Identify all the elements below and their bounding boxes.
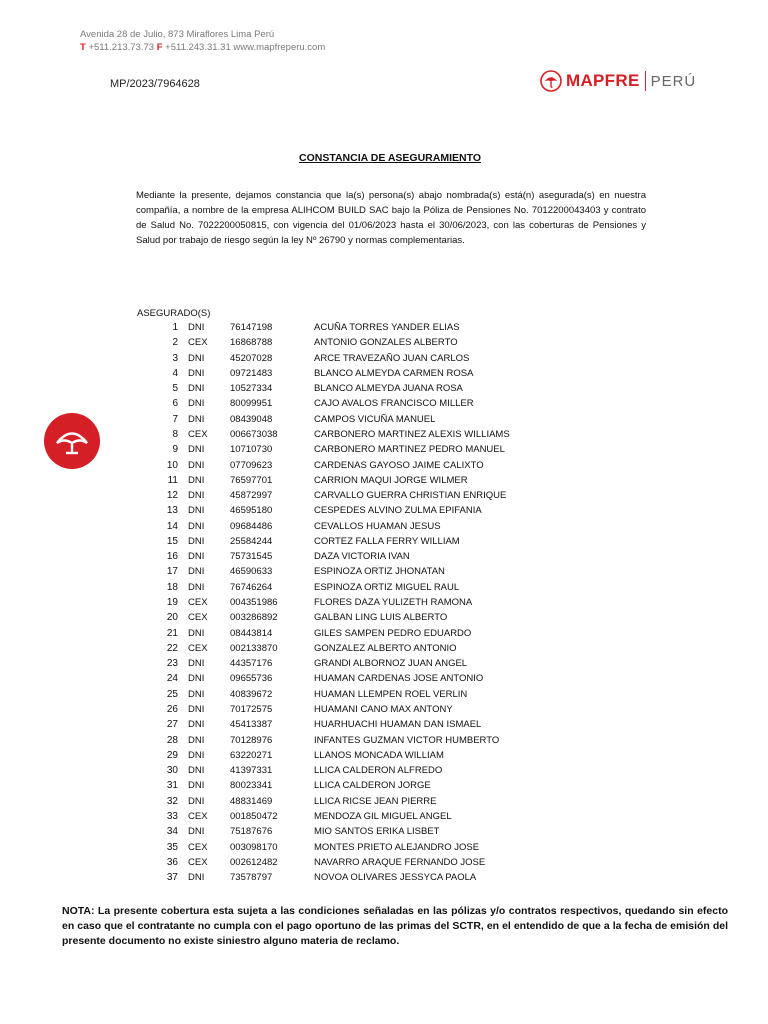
doc-number: 09721483 <box>230 367 273 379</box>
doc-number: 25584244 <box>230 535 273 547</box>
insured-name: GONZALEZ ALBERTO ANTONIO <box>314 642 457 654</box>
insured-name: LLICA CALDERON ALFREDO <box>314 765 443 777</box>
doc-type: DNI <box>188 367 205 379</box>
document-reference: MP/2023/7964628 <box>110 78 200 90</box>
insured-name: BLANCO ALMEYDA CARMEN ROSA <box>314 367 474 379</box>
mapfre-umbrella-icon <box>540 70 562 92</box>
doc-number: 45413387 <box>230 719 273 731</box>
doc-number: 002612482 <box>230 856 278 868</box>
insured-name: MONTES PRIETO ALEJANDRO JOSE <box>314 841 480 853</box>
insured-name: CORTEZ FALLA FERRY WILLIAM <box>314 535 460 547</box>
doc-type: DNI <box>188 673 205 685</box>
doc-number: 41397331 <box>230 765 273 777</box>
row-number: 27 <box>166 719 178 731</box>
doc-type: DNI <box>188 383 205 395</box>
insured-name: CARDENAS GAYOSO JAIME CALIXTO <box>314 459 484 471</box>
doc-type: DNI <box>188 795 205 807</box>
doc-type: CEX <box>188 841 208 853</box>
doc-number: 46590633 <box>230 566 273 578</box>
doc-type: CEX <box>188 856 208 868</box>
row-number: 28 <box>166 734 178 746</box>
insured-name: GALBAN LING LUIS ALBERTO <box>314 612 448 624</box>
insured-name: CARVALLO GUERRA CHRISTIAN ENRIQUE <box>314 490 507 502</box>
doc-type: CEX <box>188 597 208 609</box>
doc-number: 45872997 <box>230 490 273 502</box>
doc-number: 09655736 <box>230 673 273 685</box>
logo-divider <box>645 71 646 91</box>
insured-name: DAZA VICTORIA IVAN <box>314 551 410 563</box>
doc-number: 63220271 <box>230 749 273 761</box>
insured-name: ANTONIO GONZALES ALBERTO <box>314 337 458 349</box>
doc-type: DNI <box>188 658 205 670</box>
doc-number: 76597701 <box>230 474 273 486</box>
insured-name: HUAMAN CARDENAS JOSE ANTONIO <box>314 673 484 685</box>
doc-type: DNI <box>188 688 205 700</box>
insured-name: ACUÑA TORRES YANDER ELIAS <box>314 322 460 333</box>
insured-name: CARRION MAQUI JORGE WILMER <box>314 474 468 486</box>
insured-name: HUAMAN LLEMPEN ROEL VERLIN <box>314 688 468 700</box>
doc-number: 70128976 <box>230 734 273 746</box>
insured-name: MIO SANTOS ERIKA LISBET <box>314 826 440 838</box>
insured-name: ARCE TRAVEZAÑO JUAN CARLOS <box>314 352 470 364</box>
doc-type: DNI <box>188 505 205 517</box>
insured-name: CAJO AVALOS FRANCISCO MILLER <box>314 398 474 410</box>
insured-name: BLANCO ALMEYDA JUANA ROSA <box>314 383 463 395</box>
doc-number: 76746264 <box>230 581 273 593</box>
doc-type: DNI <box>188 780 205 792</box>
doc-type: DNI <box>188 398 205 410</box>
doc-type: DNI <box>188 551 205 563</box>
doc-type: DNI <box>188 719 205 731</box>
phone-label: T <box>80 42 86 53</box>
row-number: 17 <box>166 566 178 578</box>
insured-name: CARBONERO MARTINEZ PEDRO MANUEL <box>314 444 505 456</box>
doc-number: 002133870 <box>230 642 278 654</box>
insured-name: LLICA CALDERON JORGE <box>314 780 431 792</box>
insured-header: ASEGURADO(S) <box>137 308 211 319</box>
doc-type: CEX <box>188 810 208 822</box>
doc-number: 80099951 <box>230 398 273 410</box>
doc-number: 44357176 <box>230 658 273 670</box>
row-number: 37 <box>166 872 178 884</box>
row-number: 30 <box>166 765 178 777</box>
address-line: Avenida 28 de Julio, 873 Miraflores Lima Perú <box>80 29 275 40</box>
doc-number: 003098170 <box>230 841 278 853</box>
row-number: 32 <box>166 795 178 807</box>
doc-number: 80023341 <box>230 780 273 792</box>
row-number: 24 <box>166 673 178 685</box>
doc-number: 10710730 <box>230 444 273 456</box>
doc-type: DNI <box>188 704 205 715</box>
doc-number: 09684486 <box>230 520 273 532</box>
insured-name: NAVARRO ARAQUE FERNANDO JOSE <box>314 856 486 868</box>
row-number: 16 <box>166 551 178 563</box>
doc-number: 45207028 <box>230 352 273 364</box>
insured-name: ESPINOZA ORTIZ MIGUEL RAUL <box>314 581 460 593</box>
phone-number: +511.213.73.73 <box>88 42 155 53</box>
doc-type: DNI <box>188 444 205 456</box>
doc-type: CEX <box>188 642 208 654</box>
doc-type: DNI <box>188 749 205 761</box>
doc-number: 75731545 <box>230 551 273 563</box>
doc-number: 07709623 <box>230 459 273 471</box>
row-number: 21 <box>166 627 178 639</box>
doc-type: DNI <box>188 566 205 578</box>
mapfre-logo <box>540 70 696 92</box>
doc-type: DNI <box>188 352 205 364</box>
doc-type: CEX <box>188 612 208 624</box>
row-number: 1 <box>172 322 178 333</box>
doc-number: 001850472 <box>230 810 278 822</box>
doc-type: CEX <box>188 428 208 440</box>
row-number: 11 <box>167 474 178 486</box>
row-number: 35 <box>166 841 178 853</box>
doc-type: DNI <box>188 872 205 884</box>
insured-name: CARBONERO MARTINEZ ALEXIS WILLIAMS <box>314 428 510 440</box>
row-number: 31 <box>166 780 178 792</box>
insured-name: GILES SAMPEN PEDRO EDUARDO <box>314 627 472 639</box>
row-number: 19 <box>166 597 178 609</box>
doc-type: DNI <box>188 413 205 425</box>
doc-type: DNI <box>188 520 205 532</box>
doc-number: 70172575 <box>230 704 273 715</box>
row-number: 2 <box>172 337 178 349</box>
doc-type: DNI <box>188 535 205 547</box>
row-number: 29 <box>166 749 178 761</box>
document-title: CONSTANCIA DE ASEGURAMIENTO <box>298 152 481 164</box>
doc-number: 40839672 <box>230 688 273 700</box>
row-number: 5 <box>172 383 178 395</box>
doc-number: 08439048 <box>230 413 273 425</box>
row-number: 13 <box>166 505 178 517</box>
nota-paragraph: NOTA: La presente cobertura esta sujeta a las condiciones señaladas en las pólizas y/o contratos respectivos, quedando sin efecto en caso que el contratante no cumpla con el pago oportuno de las primas del SCTR, en el entendido de que a la fecha de emisión del presente documento no existe siniestro alguno materia de reclamo. <box>62 905 728 947</box>
row-number: 12 <box>166 490 178 502</box>
row-number: 4 <box>172 367 178 379</box>
doc-type: DNI <box>188 627 205 639</box>
intro-paragraph: Mediante la presente, dejamos constancia que la(s) persona(s) abajo nombrada(s) está(n) asegurada(s) en nuestra compañía, a nombre de la empresa ALIHCOM BUILD SAC bajo la Póliza de Pensiones No. 7012200043403 y contrato de Salud No. 7022200050815, con vigencia del 01/06/2023 hasta el 30/06/2023, con las coberturas de Pensiones y Salud por trabajo de riesgo según la ley Nº 26790 y normas complementarias. <box>136 190 646 246</box>
row-number: 8 <box>172 428 178 440</box>
insured-name: INFANTES GUZMAN VICTOR HUMBERTO <box>314 734 500 746</box>
doc-type: DNI <box>188 490 205 502</box>
row-number: 34 <box>166 826 178 838</box>
row-number: 6 <box>172 398 178 410</box>
doc-type: DNI <box>188 826 205 838</box>
doc-type: DNI <box>188 459 205 471</box>
row-number: 22 <box>166 642 178 654</box>
doc-number: 10527334 <box>230 383 273 395</box>
doc-number: 48831469 <box>230 795 273 807</box>
row-number: 14 <box>166 520 178 532</box>
insured-name: HUAMANI CANO MAX ANTONY <box>314 704 453 715</box>
doc-type: DNI <box>188 581 205 593</box>
brand-country: PERÚ <box>650 72 697 90</box>
doc-number: 004351986 <box>230 597 278 609</box>
row-number: 18 <box>166 581 178 593</box>
insured-name: CESPEDES ALVINO ZULMA EPIFANIA <box>314 505 482 517</box>
doc-number: 76147198 <box>230 322 273 333</box>
doc-type: CEX <box>188 337 208 349</box>
insured-name: LLICA RICSE JEAN PIERRE <box>314 795 437 807</box>
doc-number: 08443814 <box>230 627 273 639</box>
mapfre-seal-icon <box>44 413 100 469</box>
insured-name: GRANDI ALBORNOZ JUAN ANGEL <box>314 658 468 670</box>
insured-name: ESPINOZA ORTIZ JHONATAN <box>314 566 445 578</box>
doc-number: 003286892 <box>230 612 278 624</box>
insured-name: NOVOA OLIVARES JESSYCA PAOLA <box>314 872 477 884</box>
company-address-block <box>80 28 325 54</box>
row-number: 7 <box>172 413 178 425</box>
brand-name: MAPFRE <box>566 71 640 90</box>
row-number: 20 <box>166 612 178 624</box>
doc-type: DNI <box>188 734 205 746</box>
contact-line <box>80 41 325 54</box>
row-number: 10 <box>166 459 178 471</box>
row-number: 3 <box>172 352 178 364</box>
row-number: 26 <box>166 704 178 715</box>
doc-number: 75187676 <box>230 826 273 838</box>
row-number: 25 <box>166 688 178 700</box>
row-number: 23 <box>166 658 178 670</box>
insured-name: HUARHUACHI HUAMAN DAN ISMAEL <box>314 719 482 731</box>
insured-name: LLANOS MONCADA WILLIAM <box>314 749 444 761</box>
row-number: 36 <box>166 856 178 868</box>
insured-name: MENDOZA GIL MIGUEL ANGEL <box>314 810 452 822</box>
doc-number: 73578797 <box>230 872 273 884</box>
doc-type: DNI <box>188 322 205 333</box>
fax-and-website: +511.243.31.31 www.mapfreperu.com <box>165 42 326 53</box>
doc-type: DNI <box>188 474 205 486</box>
row-number: 9 <box>172 444 178 456</box>
row-number: 15 <box>166 535 178 547</box>
doc-number: 46595180 <box>230 505 273 517</box>
fax-label: F <box>156 42 163 53</box>
insured-name: FLORES DAZA YULIZETH RAMONA <box>314 597 473 609</box>
insured-name: CEVALLOS HUAMAN JESUS <box>314 520 441 532</box>
row-number: 33 <box>166 810 178 822</box>
insured-name: CAMPOS VICUÑA MANUEL <box>314 413 436 425</box>
doc-type: DNI <box>188 765 205 777</box>
doc-number: 006673038 <box>230 428 278 440</box>
doc-number: 16868788 <box>230 337 273 349</box>
